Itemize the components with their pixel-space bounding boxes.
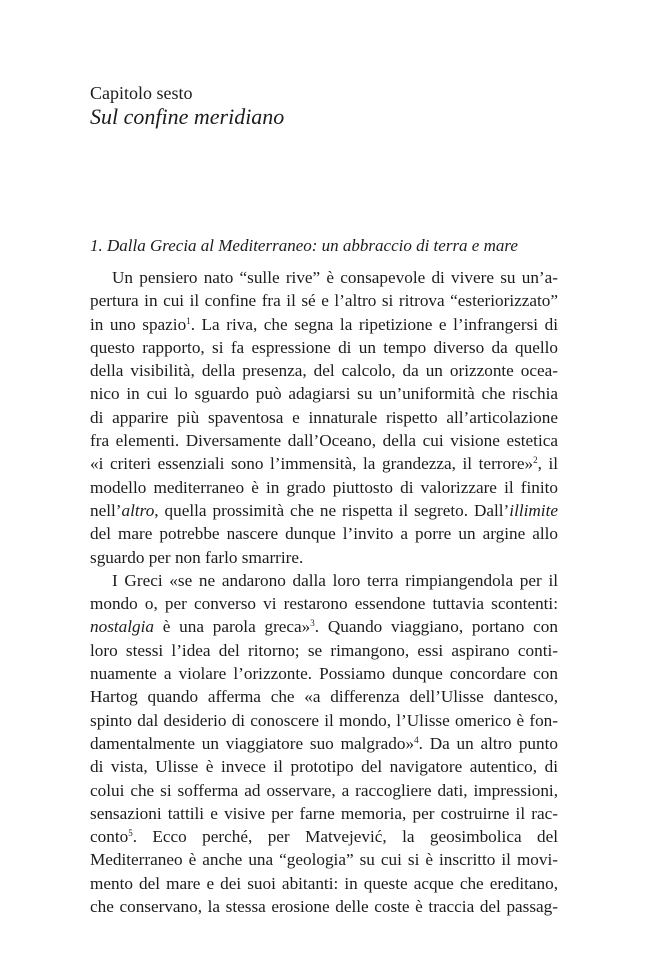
- text-line: [90, 569, 558, 592]
- text-segment: nico in cui lo sguardo può adagiarsi su un’uniformità che rischia: [90, 384, 558, 404]
- italic-text: altro: [121, 500, 155, 520]
- text-segment: sguardo per non farlo smarrire.: [90, 547, 304, 567]
- text-line: [90, 825, 558, 848]
- text-segment: pertura in cui il confine fra il sé e l’altro si ritrova “esteriorizzato”: [90, 291, 558, 311]
- text-segment: sensazioni tattili e visive per farne memoria, per costruirne il rac-: [90, 803, 558, 823]
- text-segment: . Da un altro punto: [418, 733, 558, 753]
- text-line: [90, 499, 558, 522]
- text-line: [90, 266, 558, 289]
- text-segment: loro stessi l’idea del ritorno; se rimangono, essi aspirano conti-: [90, 640, 558, 660]
- text-segment: mento del mare e dei suoi abitanti: in queste acque che ereditano,: [90, 873, 558, 893]
- text-line: [90, 406, 558, 429]
- text-line: [90, 289, 558, 312]
- text-line: [90, 382, 558, 405]
- text-segment: Mediterraneo è anche una “geologia” su cui si è inscritto il movi-: [90, 850, 558, 870]
- text-line: [90, 615, 558, 638]
- text-segment: Un pensiero nato “sulle rive” è consapevole di vivere su un’a-: [112, 268, 558, 287]
- text-line: [90, 895, 558, 918]
- text-line: [90, 802, 558, 825]
- text-segment: Hartog quando afferma che «a differenza dell’Ulisse dantesco,: [90, 687, 558, 707]
- footnote-ref: 1: [186, 315, 191, 326]
- footnote-ref: 4: [414, 734, 419, 745]
- text-segment: di apparire più spaventosa e innaturale rispetto all’articolazione: [90, 407, 558, 427]
- text-segment: I Greci «se ne andarono dalla loro terra rimpiangendola per il: [112, 570, 558, 590]
- text-segment: che conservano, la stessa erosione delle coste è traccia del passag-: [90, 897, 558, 917]
- italic-text: nostalgia: [90, 617, 154, 637]
- text-line: [90, 359, 558, 382]
- text-segment: modello mediterraneo è in grado piuttosto di valorizzare il finito: [90, 477, 558, 497]
- text-segment: in uno spazio: [90, 314, 187, 334]
- text-line: [90, 429, 558, 452]
- chapter-title: Sul confine meridiano: [90, 104, 285, 129]
- text-segment: è una parola greca»: [153, 617, 311, 637]
- italic-text: illimite: [509, 500, 558, 520]
- text-line: [90, 732, 558, 755]
- text-line: [90, 639, 558, 662]
- text-segment: spinto dal desiderio di conoscere il mondo, l’Ulisse omerico è fon-: [90, 710, 558, 730]
- body-text: [90, 266, 558, 918]
- text-segment: . La riva, che segna la ripetizione e l’infrangersi di: [190, 314, 558, 334]
- text-line: [90, 452, 558, 475]
- text-line: [90, 755, 558, 778]
- text-line: [90, 685, 558, 708]
- text-segment: «i criteri essenziali sono l’immensità, la grandezza, il terrore»: [90, 454, 534, 474]
- text-line: [90, 313, 558, 336]
- text-segment: della visibilità, della presenza, del calcolo, da un orizzonte ocea-: [90, 361, 558, 381]
- footnote-ref: 3: [310, 618, 315, 629]
- text-line: [90, 779, 558, 802]
- text-segment: conto: [90, 827, 129, 847]
- text-segment: nuamente a violare l’orizzonte. Possiamo dunque concordare con: [90, 664, 558, 684]
- text-line: [90, 476, 558, 499]
- text-segment: mondo o, per converso vi restarono essendone tuttavia scontenti:: [90, 594, 558, 614]
- text-segment: damentalmente un viaggiatore suo malgrado»: [90, 733, 415, 753]
- text-segment: . Quando viaggiano, portano con: [314, 617, 558, 637]
- text-line: [90, 709, 558, 732]
- text-line: [90, 592, 558, 615]
- footnote-ref: 5: [128, 828, 133, 839]
- chapter-label: Capitolo sesto: [90, 83, 193, 103]
- text-segment: di vista, Ulisse è invece il prototipo del navigatore autentico, di: [90, 757, 558, 777]
- footnote-ref: 2: [533, 455, 538, 466]
- text-segment: , il: [537, 454, 558, 474]
- text-segment: nell’: [90, 500, 122, 520]
- text-segment: questo rapporto, si fa espressione di un tempo diverso da quello: [90, 337, 558, 357]
- text-line: [90, 872, 558, 895]
- text-line: [90, 662, 558, 685]
- text-line: [90, 546, 558, 569]
- text-segment: fra elementi. Diversamente dall’Oceano, della cui visione estetica: [90, 431, 558, 451]
- text-line: [90, 848, 558, 871]
- text-segment: , quella prossimità che ne rispetta il segreto. Dall’: [154, 500, 510, 520]
- text-line: [90, 336, 558, 359]
- text-segment: del mare potrebbe nascere dunque l’invito a porre un argine allo: [90, 524, 558, 544]
- text-line: [90, 522, 558, 545]
- text-segment: colui che si sofferma ad osservare, a raccogliere dati, impressioni,: [90, 780, 558, 800]
- text-segment: . Ecco perché, per Matvejević, la geosimbolica del: [132, 827, 558, 847]
- section-heading: 1. Dalla Grecia al Mediterraneo: un abbraccio di terra e mare: [90, 236, 518, 255]
